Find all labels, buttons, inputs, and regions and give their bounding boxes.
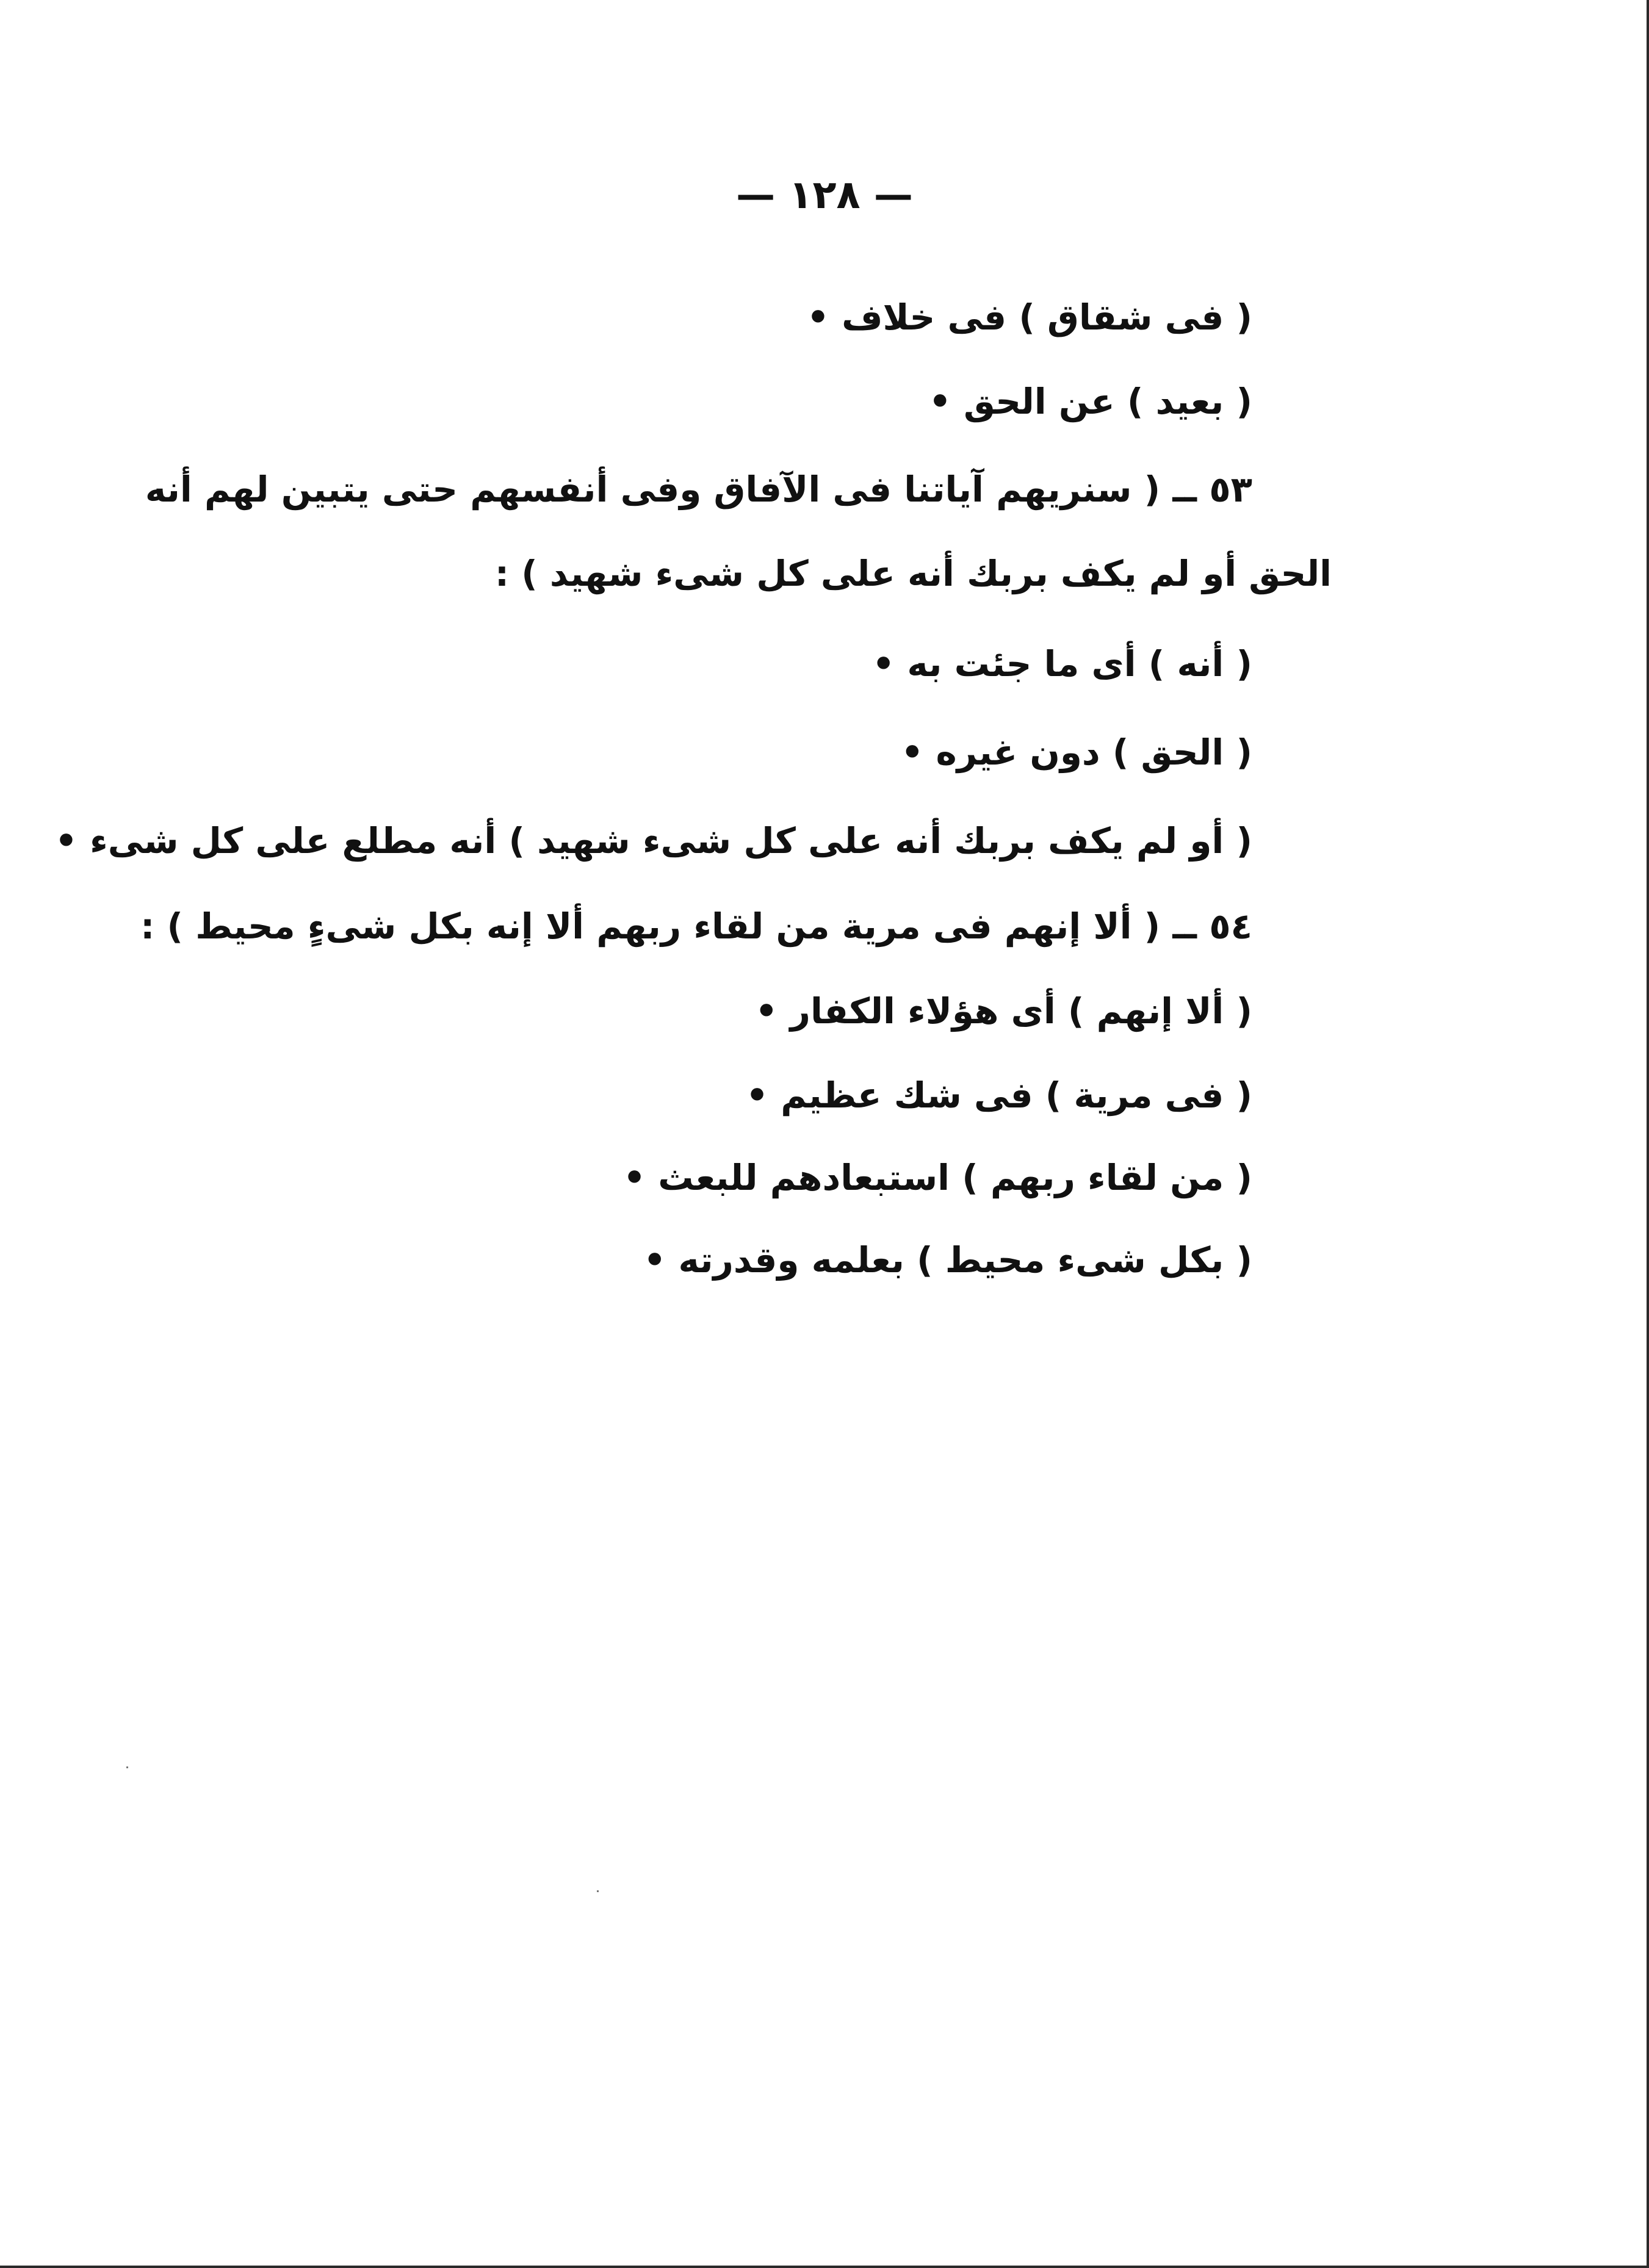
text-line-11: ( من لقاء ربهم ) استبعادهم للبعث •: [623, 1157, 1252, 1198]
text-line-5: ( أنه ) أى ما جئت به •: [872, 643, 1252, 685]
text-line-9: ( ألا إنهم ) أى هؤلاء الكفار •: [755, 990, 1252, 1032]
scan-speck: [126, 1766, 128, 1768]
verse-54-line: ٥٤ ــ ( ألا إنهم فى مرية من لقاء ربهم ألا إنه بكل شىءٍ محيط ) :: [140, 905, 1252, 947]
verse-53-line-1: ٥٣ ــ ( سنريهم آياتنا فى الآفاق وفى أنفسهم حتى يتبين لهم أنه: [145, 469, 1252, 510]
text-line-7: ( أو لم يكف بربك أنه على كل شىء شهيد ) أنه مطلع على كل شىء •: [54, 820, 1252, 862]
text-line-2: ( بعيد ) عن الحق •: [928, 381, 1252, 422]
page-number: — ١٢٨ —: [736, 173, 913, 218]
verse-53-line-2: الحق أو لم يكف بربك أنه على كل شىء شهيد ) :: [494, 553, 1332, 594]
scan-edge-bottom: [0, 2266, 1649, 2268]
text-line-12: ( بكل شىء محيط ) بعلمه وقدرته •: [643, 1239, 1252, 1281]
text-line-6: ( الحق ) دون غيره •: [901, 732, 1252, 773]
scan-edge-right: [1647, 0, 1649, 2268]
text-line-10: ( فى مرية ) فى شك عظيم •: [745, 1075, 1252, 1116]
scan-speck: [597, 1890, 599, 1892]
text-line-1: ( فى شقاق ) فى خلاف •: [806, 297, 1252, 338]
